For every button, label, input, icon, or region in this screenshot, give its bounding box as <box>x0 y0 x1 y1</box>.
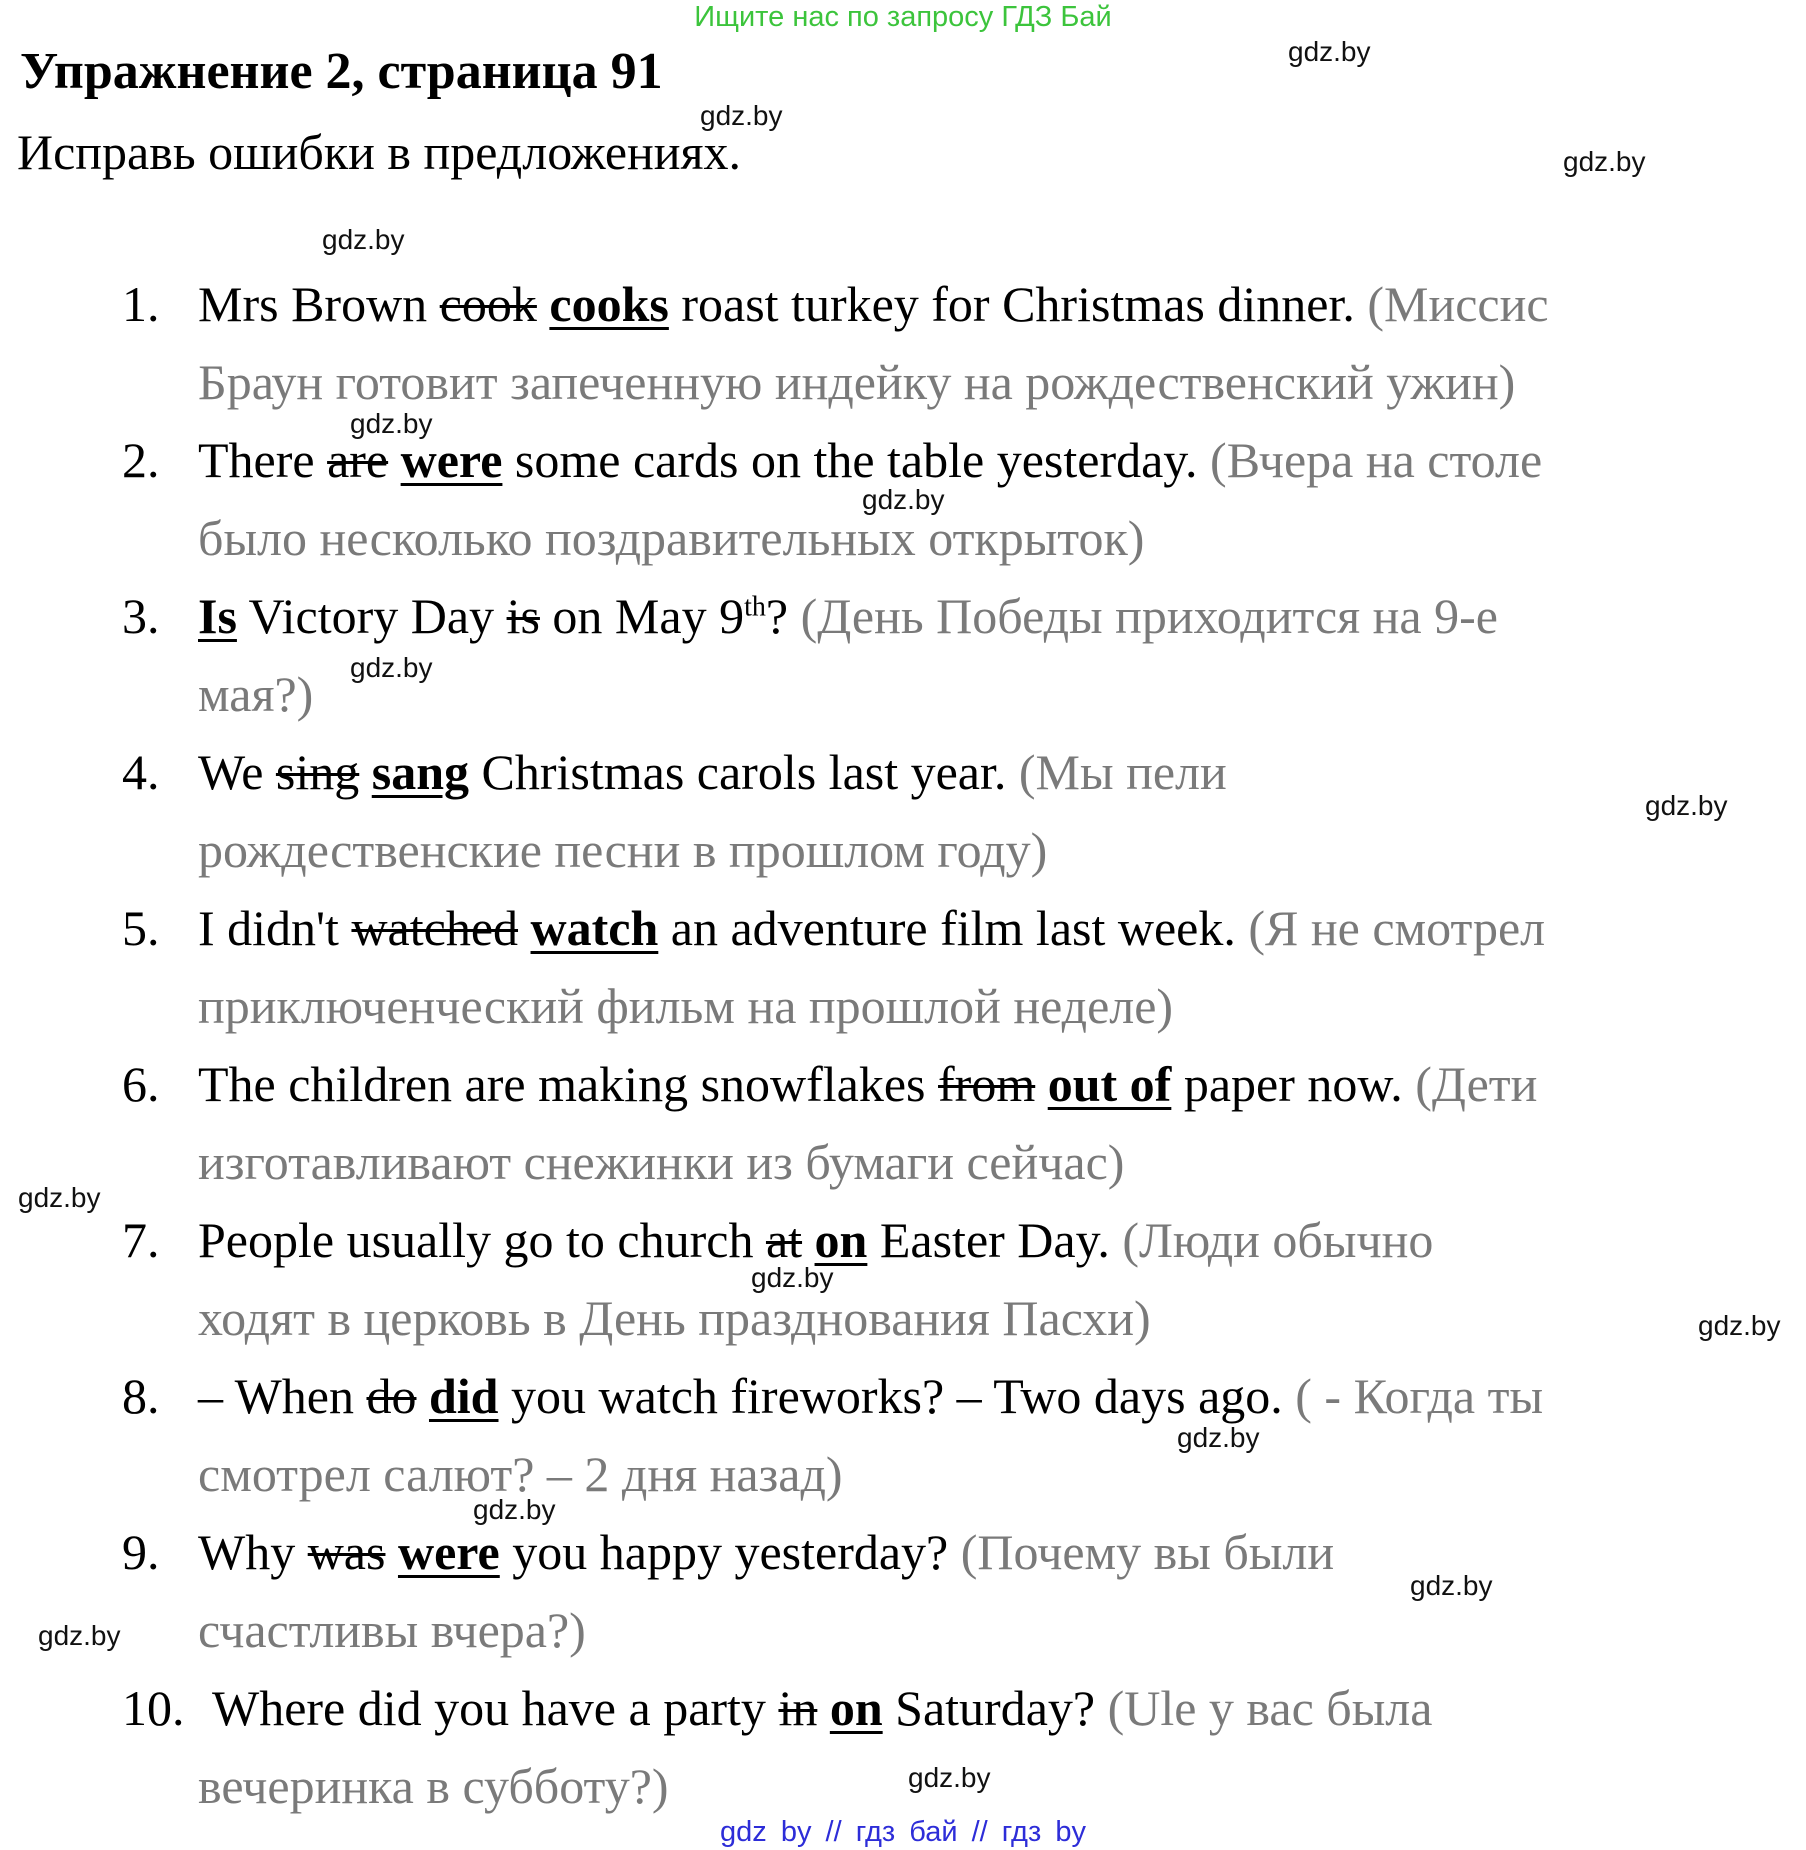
wrong-word: is <box>506 588 540 644</box>
item-sentence: – When do did you watch fireworks? – Two days ago. ( - Когда ты <box>198 1368 1544 1424</box>
watermark: gdz.by <box>908 1762 991 1793</box>
corrected-word: on <box>814 1212 868 1268</box>
item-number: 1. <box>122 276 160 332</box>
translation: ( - Когда ты <box>1295 1368 1544 1424</box>
watermark: gdz.by <box>1645 790 1728 821</box>
item-sentence: I didn't watched watch an adventure film last week. (Я не смотрел <box>198 900 1546 956</box>
list-item <box>0 1045 1806 1201</box>
corrected-word: were <box>400 432 503 488</box>
wrong-word: sing <box>275 744 360 800</box>
watermark: gdz.by <box>862 484 945 515</box>
translation: смотрел салют? – 2 дня назад) <box>198 1446 843 1502</box>
translation: приключенческий фильм на прошлой неделе) <box>198 978 1174 1034</box>
translation: (Почему вы были <box>960 1524 1335 1580</box>
translation: ходят в церковь в День празднования Пасхи) <box>198 1290 1151 1346</box>
translation: счастливы вчера?) <box>198 1602 586 1658</box>
item-number: 2. <box>122 432 160 488</box>
corrected-word: on <box>829 1680 883 1736</box>
list-item <box>0 1669 1806 1825</box>
list-item <box>0 1513 1806 1669</box>
watermark: gdz.by <box>751 1262 834 1293</box>
watermark: gdz.by <box>1288 36 1371 67</box>
watermark: gdz.by <box>38 1620 121 1651</box>
list-item <box>0 577 1806 733</box>
wrong-word: from <box>938 1056 1036 1112</box>
item-sentence: Mrs Brown cook cooks roast turkey for Christmas dinner. (Миссис <box>198 276 1549 332</box>
translation: (Дети <box>1415 1056 1538 1112</box>
watermark: gdz.by <box>350 652 433 683</box>
corrected-word: did <box>428 1368 499 1424</box>
watermark: gdz.by <box>322 224 405 255</box>
item-sentence: Where did you have a party in on Saturday? (Ulе у вас была <box>212 1680 1433 1736</box>
corrected-word: watch <box>530 900 659 956</box>
translation: изготавливают снежинки из бумаги сейчас) <box>198 1134 1125 1190</box>
translation: (Ulе у вас была <box>1107 1680 1433 1736</box>
top-banner[interactable]: Ищите нас по запросу ГДЗ Бай <box>694 1 1112 33</box>
corrected-word: sang <box>371 744 470 800</box>
exercise-instruction: Исправь ошибки в предложениях. <box>17 124 742 180</box>
item-sentence: We sing sang Christmas carols last year. (Мы пели <box>198 744 1227 800</box>
corrected-word: were <box>397 1524 500 1580</box>
translation: (День Победы приходится на 9-е <box>800 588 1498 644</box>
translation: (Мы пели <box>1018 744 1227 800</box>
item-number: 7. <box>122 1212 160 1268</box>
corrected-word: Is <box>198 588 237 644</box>
translation: (Миссис <box>1367 276 1549 332</box>
list-item <box>0 421 1806 577</box>
item-sentence: The children are making snowflakes from out of paper now. (Дети <box>198 1056 1538 1112</box>
item-sentence: People usually go to church at on Easter Day. (Люди обычно <box>198 1212 1434 1268</box>
item-number: 5. <box>122 900 160 956</box>
translation: мая?) <box>198 666 314 722</box>
watermark: gdz.by <box>1563 146 1646 177</box>
exercise-list <box>0 265 1806 1825</box>
wrong-word: was <box>307 1524 386 1580</box>
item-sentence: There are were some cards on the table yesterday. (Вчера на столе <box>198 432 1543 488</box>
item-number: 8. <box>122 1368 160 1424</box>
item-number: 4. <box>122 744 160 800</box>
translation: (Вчера на столе <box>1210 432 1543 488</box>
translation: (Я не смотрел <box>1248 900 1546 956</box>
translation: рождественские песни в прошлом году) <box>198 822 1048 878</box>
list-item <box>0 733 1806 889</box>
ordinal-suffix: th <box>744 591 766 623</box>
watermark: gdz.by <box>18 1182 101 1213</box>
list-item <box>0 265 1806 421</box>
watermark: gdz.by <box>700 100 783 131</box>
list-item <box>0 1201 1806 1357</box>
item-number: 3. <box>122 588 160 644</box>
translation: было несколько поздравительных открыток) <box>198 510 1145 566</box>
wrong-word: do <box>366 1368 417 1424</box>
watermark: gdz.by <box>1177 1422 1260 1453</box>
item-sentence: Why was were you happy yesterday? (Почему вы были <box>198 1524 1335 1580</box>
wrong-word: watched <box>351 900 519 956</box>
list-item <box>0 889 1806 1045</box>
corrected-word: out of <box>1047 1056 1172 1112</box>
wrong-word: cook <box>439 276 537 332</box>
item-number: 10. <box>122 1680 185 1736</box>
translation: (Люди обычно <box>1122 1212 1434 1268</box>
wrong-word: in <box>778 1680 818 1736</box>
translation: вечеринка в субботу?) <box>198 1758 669 1814</box>
item-number: 9. <box>122 1524 160 1580</box>
footer-links[interactable]: gdz by // гдз бай // гдз by <box>720 1816 1086 1848</box>
watermark: gdz.by <box>473 1494 556 1525</box>
wrong-word: at <box>765 1212 803 1268</box>
translation: Браун готовит запеченную индейку на рождественский ужин) <box>198 354 1516 410</box>
watermark: gdz.by <box>1698 1310 1781 1341</box>
corrected-word: cooks <box>549 276 669 332</box>
item-number: 6. <box>122 1056 160 1112</box>
list-item <box>0 1357 1806 1513</box>
watermark: gdz.by <box>350 408 433 439</box>
page-title: Упражнение 2, страница 91 <box>20 43 663 100</box>
watermark: gdz.by <box>1410 1570 1493 1601</box>
wrong-word: are <box>327 432 389 488</box>
item-sentence: Is Victory Day is on May 9th? (День Победы приходится на 9-е <box>198 588 1498 644</box>
